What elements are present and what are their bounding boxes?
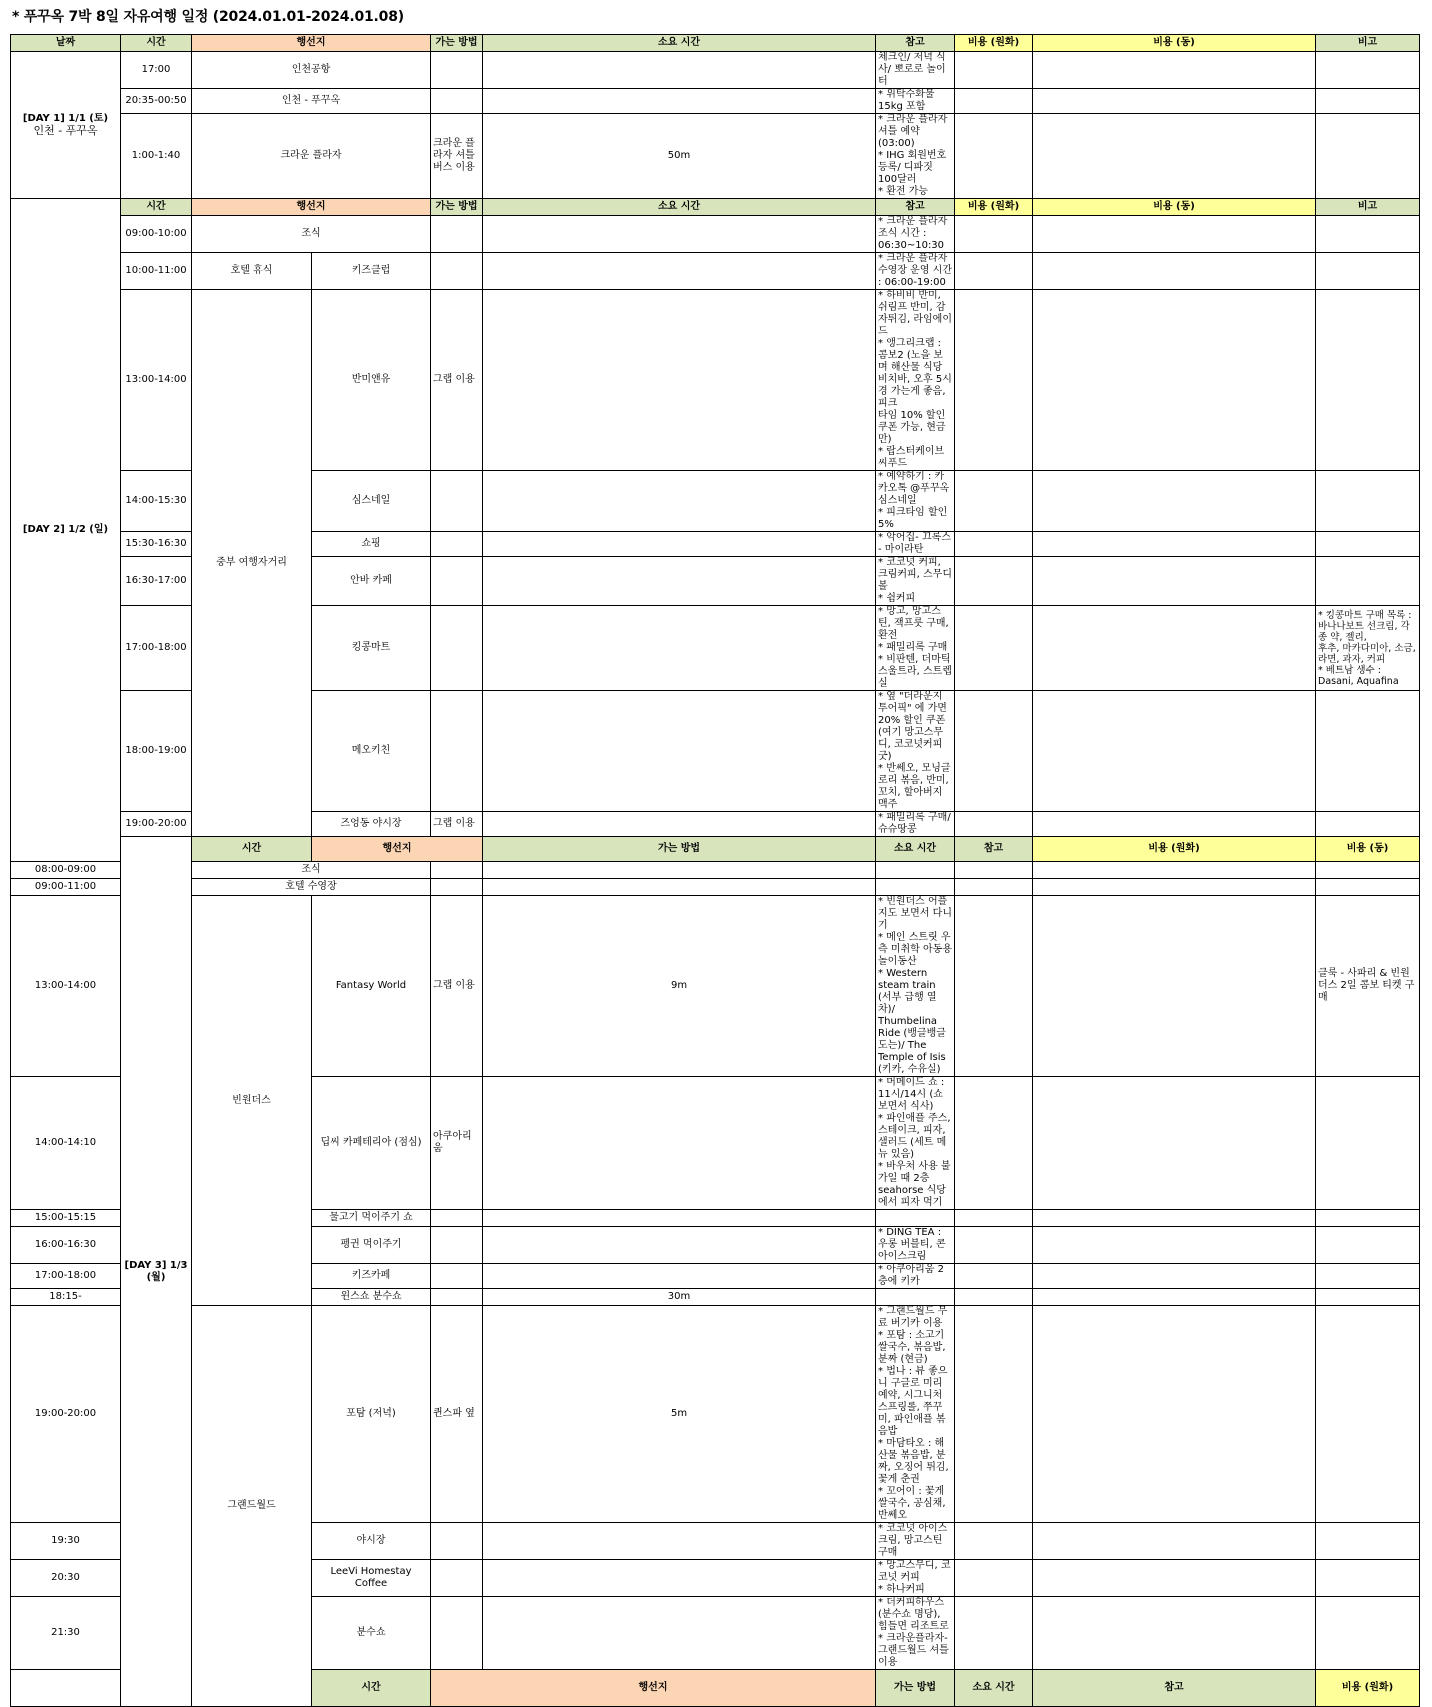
duration-cell: 30m bbox=[483, 1289, 876, 1306]
destination-cell: 인천 - 푸꾸옥 bbox=[192, 89, 431, 114]
reference-cell: * 옆 "더라운지 투어픽" 에 가면 20% 할인 쿠폰 (여기 망고스무디, 코코넛커피 굿) * 반쎄오, 모닝글로리 볶음, 반미, 꼬치, 할아버지 맥주 bbox=[876, 691, 955, 812]
table-header-row bbox=[11, 199, 1420, 216]
table-row bbox=[11, 862, 1420, 879]
cost-dong-cell bbox=[1033, 253, 1316, 290]
note-cell bbox=[1316, 879, 1420, 896]
table-row bbox=[11, 89, 1420, 114]
method-cell: 그랩 이용 bbox=[431, 812, 483, 837]
method-cell: 퀸스파 옆 bbox=[431, 1306, 483, 1523]
method-cell: 그랩 이용 bbox=[431, 896, 483, 1077]
cost-won-cell bbox=[955, 896, 1033, 1077]
method-cell bbox=[431, 1560, 483, 1597]
header-reference: 참고 bbox=[876, 35, 955, 52]
cost-dong-cell bbox=[1033, 290, 1316, 471]
cost-dong-cell bbox=[1033, 1523, 1316, 1560]
reference-cell: * 아쿠아리움 2층에 키카 bbox=[876, 1264, 955, 1289]
reference-cell: * 악어집- 끄록스 - 마이라탄 bbox=[876, 532, 955, 557]
duration-cell bbox=[483, 862, 876, 879]
time-cell: 19:00-20:00 bbox=[11, 1306, 121, 1523]
header-method: 가는 방법 bbox=[483, 837, 876, 862]
table-header-row bbox=[11, 837, 1420, 862]
header-time: 시간 bbox=[121, 199, 192, 216]
duration-cell bbox=[483, 532, 876, 557]
cost-won-cell bbox=[955, 471, 1033, 532]
duration-cell bbox=[483, 1523, 876, 1560]
time-cell: 10:00-11:00 bbox=[121, 253, 192, 290]
cost-won-cell bbox=[955, 89, 1033, 114]
cost-won-cell bbox=[955, 862, 1033, 879]
duration-cell bbox=[483, 691, 876, 812]
duration-cell bbox=[483, 216, 876, 253]
duration-cell bbox=[483, 1264, 876, 1289]
method-cell bbox=[431, 471, 483, 532]
cost-won-cell bbox=[955, 812, 1033, 837]
header-note: 비고 bbox=[1316, 199, 1420, 216]
duration-cell bbox=[483, 606, 876, 691]
duration-cell: 5m bbox=[483, 1306, 876, 1523]
note-cell bbox=[1316, 216, 1420, 253]
table-row bbox=[11, 896, 1420, 1077]
time-cell: 20:30 bbox=[11, 1560, 121, 1597]
reference-cell: * 패밀리록 구매/ 슈슈땅콩 bbox=[876, 812, 955, 837]
day-subtitle: 인천 - 푸꾸옥 bbox=[33, 123, 98, 137]
destination-cell: 메오키친 bbox=[312, 691, 431, 812]
table-row bbox=[11, 1306, 1420, 1523]
group-cell: 호텔 휴식 bbox=[192, 253, 312, 290]
note-cell bbox=[1316, 1560, 1420, 1597]
cost-dong-cell bbox=[1033, 89, 1316, 114]
time-cell: 20:35-00:50 bbox=[121, 89, 192, 114]
cost-dong-cell bbox=[1033, 691, 1316, 812]
time-cell: 09:00-11:00 bbox=[11, 879, 121, 896]
cost-won-cell bbox=[955, 557, 1033, 606]
cost-dong-cell bbox=[1033, 471, 1316, 532]
destination-cell: 포탐 (저녁) bbox=[312, 1306, 431, 1523]
header-method: 가는 방법 bbox=[431, 35, 483, 52]
method-cell bbox=[431, 1289, 483, 1306]
destination-cell: 야시장 bbox=[312, 1523, 431, 1560]
cost-dong-cell bbox=[1033, 557, 1316, 606]
cost-dong-cell bbox=[1033, 114, 1316, 199]
header-cost-dong: 비용 (동) bbox=[1316, 837, 1420, 862]
header-destination: 행선지 bbox=[431, 1670, 876, 1707]
header-duration: 소요 시간 bbox=[483, 35, 876, 52]
cost-won-cell bbox=[955, 216, 1033, 253]
reference-cell bbox=[876, 862, 955, 879]
time-cell: 14:00-14:10 bbox=[11, 1077, 121, 1210]
method-cell bbox=[431, 532, 483, 557]
header-duration: 소요 시간 bbox=[876, 837, 955, 862]
duration-cell: 9m bbox=[483, 896, 876, 1077]
note-cell bbox=[1316, 862, 1420, 879]
method-cell bbox=[431, 879, 483, 896]
cost-won-cell bbox=[955, 1210, 1033, 1227]
note-cell bbox=[1316, 471, 1420, 532]
cost-dong-cell bbox=[1033, 862, 1316, 879]
note-cell bbox=[1316, 557, 1420, 606]
cost-won-cell bbox=[955, 114, 1033, 199]
time-cell: 21:30 bbox=[11, 1597, 121, 1670]
destination-cell: 킹콩마트 bbox=[312, 606, 431, 691]
reference-cell: * 그랜드월드 무료 버기카 이용 * 포탐 : 소고기 쌀국수, 볶음밥, 분짜 (현금) * 법나 : 뷰 좋으니 구글로 미리 예약, 시그니처 스프링롤, 쭈꾸미, 파인애플 볶음밥 * 마담타오 : 해산물 볶음밥, 분짜, 오징어 튀김, 꽃게 춘권 * 꼬어이 : 꽃게 쌀국수, 공심채, 반쎄오 bbox=[876, 1306, 955, 1523]
header-cost-won: 비용 (원화) bbox=[1033, 837, 1316, 862]
table-header-row bbox=[11, 35, 1420, 52]
cost-won-cell bbox=[955, 879, 1033, 896]
note-cell bbox=[1316, 1264, 1420, 1289]
cost-dong-cell bbox=[1033, 1210, 1316, 1227]
destination-cell: 윈스쇼 분수쇼 bbox=[312, 1289, 431, 1306]
note-cell bbox=[1316, 1210, 1420, 1227]
cost-dong-cell bbox=[1033, 1560, 1316, 1597]
destination-cell: LeeVi Homestay Coffee bbox=[312, 1560, 431, 1597]
destination-cell: 펭귄 먹이주기 bbox=[312, 1227, 431, 1264]
table-row bbox=[11, 290, 1420, 471]
note-cell bbox=[1316, 1597, 1420, 1670]
time-cell: 16:30-17:00 bbox=[121, 557, 192, 606]
time-cell: 18:00-19:00 bbox=[121, 691, 192, 812]
method-cell: 크라운 플라자 셔틀 버스 이용 bbox=[431, 114, 483, 199]
cost-won-cell bbox=[955, 1306, 1033, 1523]
cost-won-cell bbox=[955, 52, 1033, 89]
duration-cell bbox=[483, 1597, 876, 1670]
header-time: 시간 bbox=[312, 1670, 431, 1707]
reference-cell: * DING TEA : 우롱 버블티, 콘 아이스크림 bbox=[876, 1227, 955, 1264]
method-cell bbox=[431, 557, 483, 606]
reference-cell: * 예약하기 : 카카오톡 @푸꾸옥 심스네일 * 피크타임 할인 5% bbox=[876, 471, 955, 532]
header-time: 시간 bbox=[121, 35, 192, 52]
time-cell: 17:00-18:00 bbox=[121, 606, 192, 691]
reference-cell: * 코코넛 아이스크림, 망고스틴 구매 bbox=[876, 1523, 955, 1560]
area-cell: 중부 여행자거리 bbox=[192, 290, 312, 837]
destination-cell: 호텔 수영장 bbox=[192, 879, 431, 896]
reference-cell bbox=[876, 1289, 955, 1306]
destination-cell: 즈엉동 야시장 bbox=[312, 812, 431, 837]
day-label bbox=[11, 1670, 121, 1707]
itinerary-table bbox=[10, 34, 1420, 1707]
day-label: [DAY 2] 1/2 (일) bbox=[11, 199, 121, 862]
note-cell: 클룩 - 사파리 & 빈원더스 2일 콤보 티켓 구매 bbox=[1316, 896, 1420, 1077]
time-cell: 09:00-10:00 bbox=[121, 216, 192, 253]
time-cell: 1:00-1:40 bbox=[121, 114, 192, 199]
method-cell bbox=[431, 606, 483, 691]
cost-won-cell bbox=[955, 1227, 1033, 1264]
destination-cell: 반미앤유 bbox=[312, 290, 431, 471]
method-cell bbox=[431, 253, 483, 290]
destination-cell: 크라운 플라자 bbox=[192, 114, 431, 199]
duration-cell bbox=[483, 557, 876, 606]
duration-cell: 50m bbox=[483, 114, 876, 199]
method-cell bbox=[431, 1523, 483, 1560]
duration-cell bbox=[483, 52, 876, 89]
time-cell: 19:00-20:00 bbox=[121, 812, 192, 837]
page-title: * 푸꾸옥 7박 8일 자유여행 일정 (2024.01.01-2024.01.08) bbox=[12, 9, 404, 25]
header-method: 가는 방법 bbox=[431, 199, 483, 216]
cost-dong-cell bbox=[1033, 532, 1316, 557]
time-cell: 18:15- bbox=[11, 1289, 121, 1306]
time-cell: 19:30 bbox=[11, 1523, 121, 1560]
reference-cell: * 크라운 플라자 수영장 운영 시간 : 06:00-19:00 bbox=[876, 253, 955, 290]
destination-cell: 조식 bbox=[192, 862, 431, 879]
cost-dong-cell bbox=[1033, 52, 1316, 89]
reference-cell: * 빈원더스 어플 지도 보면서 다니기 * 메인 스트릿 우측 미취학 아동용 놀이동산 * Western steam train (서부 급행 열차)/ Thumbelina Ride (뱅글뱅글 도는)/ The Temple of Isis (키카, 수유실) bbox=[876, 896, 955, 1077]
note-cell bbox=[1316, 290, 1420, 471]
header-duration: 소요 시간 bbox=[955, 1670, 1033, 1707]
duration-cell bbox=[483, 290, 876, 471]
header-method: 가는 방법 bbox=[876, 1670, 955, 1707]
destination-cell: 분수쇼 bbox=[312, 1597, 431, 1670]
destination-cell: 물고기 먹이주기 쇼 bbox=[312, 1210, 431, 1227]
cost-dong-cell bbox=[1033, 879, 1316, 896]
cost-dong-cell bbox=[1033, 1227, 1316, 1264]
header-destination: 행선지 bbox=[192, 35, 431, 52]
group-cell-vinwonders: 빈원더스 bbox=[192, 896, 312, 1306]
time-cell: 13:00-14:00 bbox=[121, 290, 192, 471]
reference-cell: * 하비비 반미, 쉬림프 반미, 감자튀김, 라임에이드 * 앵그리크랩 : 콤보2 (노을 보며 해산물 식당 비치바, 오후 5시경 가는게 좋음, 피크 타임 10% 할인 쿠폰 가능, 현금만) * 랍스터케이브 씨푸드 bbox=[876, 290, 955, 471]
reference-cell: * 크라운 플라자 셔틀 예약 (03:00) * IHG 회원번호 등록/ 디파짓 100달러 * 환전 가능 bbox=[876, 114, 955, 199]
note-cell bbox=[1316, 52, 1420, 89]
cost-won-cell bbox=[955, 691, 1033, 812]
cost-dong-cell bbox=[1033, 1077, 1316, 1210]
cost-won-cell bbox=[955, 1264, 1033, 1289]
cost-won-cell bbox=[955, 1077, 1033, 1210]
header-reference: 참고 bbox=[955, 837, 1033, 862]
note-cell: * 킹콩마트 구매 목록 : 바나나보트 선크림, 각종 약, 젤리, 후추, 마카다미아, 소금, 라면, 과자, 커피 * 베트남 생수 : Dasani, Aquafina bbox=[1316, 606, 1420, 691]
note-cell bbox=[1316, 1227, 1420, 1264]
cost-won-cell bbox=[955, 290, 1033, 471]
cost-won-cell bbox=[955, 253, 1033, 290]
destination-cell: 조식 bbox=[192, 216, 431, 253]
note-cell bbox=[1316, 532, 1420, 557]
time-cell: 16:00-16:30 bbox=[11, 1227, 121, 1264]
destination-cell: 키즈클럽 bbox=[312, 253, 431, 290]
method-cell bbox=[431, 862, 483, 879]
reference-cell: * 망고스무디, 코코넛 커피 * 하나커피 bbox=[876, 1560, 955, 1597]
note-cell bbox=[1316, 253, 1420, 290]
cost-dong-cell bbox=[1033, 896, 1316, 1077]
cost-won-cell bbox=[955, 606, 1033, 691]
cost-won-cell bbox=[955, 1523, 1033, 1560]
cost-won-cell bbox=[955, 1597, 1033, 1670]
destination-cell: 딥씨 카페테리아 (점심) bbox=[312, 1077, 431, 1210]
group-cell-grandworld: 그랜드월드 bbox=[192, 1306, 312, 1707]
reference-cell: * 크라운 플라자 조식 시간 : 06:30~10:30 bbox=[876, 216, 955, 253]
method-cell bbox=[431, 1264, 483, 1289]
header-note: 비고 bbox=[1316, 35, 1420, 52]
header-cost-won: 비용 (원화) bbox=[1316, 1670, 1420, 1707]
reference-cell: 체크인/ 저녁 식사/ 뽀로로 놀이터 bbox=[876, 52, 955, 89]
time-cell: 15:00-15:15 bbox=[11, 1210, 121, 1227]
cost-dong-cell bbox=[1033, 1306, 1316, 1523]
header-destination: 행선지 bbox=[192, 199, 431, 216]
duration-cell bbox=[483, 812, 876, 837]
header-cost-won: 비용 (원화) bbox=[955, 199, 1033, 216]
method-cell bbox=[431, 89, 483, 114]
cost-dong-cell bbox=[1033, 812, 1316, 837]
time-cell: 08:00-09:00 bbox=[11, 862, 121, 879]
note-cell bbox=[1316, 89, 1420, 114]
header-destination: 행선지 bbox=[312, 837, 483, 862]
cost-won-cell bbox=[955, 532, 1033, 557]
duration-cell bbox=[483, 253, 876, 290]
duration-cell bbox=[483, 1227, 876, 1264]
header-cost-dong: 비용 (동) bbox=[1033, 35, 1316, 52]
time-cell: 13:00-14:00 bbox=[11, 896, 121, 1077]
table-row bbox=[11, 52, 1420, 89]
duration-cell bbox=[483, 89, 876, 114]
note-cell bbox=[1316, 691, 1420, 812]
note-cell bbox=[1316, 812, 1420, 837]
time-cell: 14:00-15:30 bbox=[121, 471, 192, 532]
reference-cell: * 머메이드 쇼 : 11시/14시 (쇼 보면서 식사) * 파인애플 주스, 스테이크, 피자, 샐러드 (세트 메뉴 있음) * 바우처 사용 불가일 때 2층 seahorse 식당에서 피자 먹기 bbox=[876, 1077, 955, 1210]
destination-cell: Fantasy World bbox=[312, 896, 431, 1077]
header-duration: 소요 시간 bbox=[483, 199, 876, 216]
reference-cell: * 망고, 망고스틴, 잭프룻 구매, 환전 * 패밀리록 구매 * 비판텐, 더마틱스울트라, 스트렙실 bbox=[876, 606, 955, 691]
time-cell: 15:30-16:30 bbox=[121, 532, 192, 557]
day-label: [DAY 3] 1/3 (월) bbox=[121, 837, 192, 1707]
header-reference: 참고 bbox=[1033, 1670, 1316, 1707]
cost-won-cell bbox=[955, 1560, 1033, 1597]
reference-cell: * 코코넛 커피, 크림커피, 스무디볼 * 쉼커피 bbox=[876, 557, 955, 606]
method-cell: 그랩 이용 bbox=[431, 290, 483, 471]
header-reference: 참고 bbox=[876, 199, 955, 216]
cost-dong-cell bbox=[1033, 1264, 1316, 1289]
method-cell bbox=[431, 216, 483, 253]
note-cell bbox=[1316, 1306, 1420, 1523]
cost-dong-cell bbox=[1033, 216, 1316, 253]
note-cell bbox=[1316, 114, 1420, 199]
note-cell bbox=[1316, 1077, 1420, 1210]
duration-cell bbox=[483, 879, 876, 896]
note-cell bbox=[1316, 1523, 1420, 1560]
method-cell bbox=[431, 52, 483, 89]
cost-dong-cell bbox=[1033, 1597, 1316, 1670]
method-cell bbox=[431, 691, 483, 812]
destination-cell: 안바 카페 bbox=[312, 557, 431, 606]
cost-dong-cell bbox=[1033, 606, 1316, 691]
duration-cell bbox=[483, 1560, 876, 1597]
method-cell bbox=[431, 1210, 483, 1227]
reference-cell bbox=[876, 879, 955, 896]
reference-cell bbox=[876, 1210, 955, 1227]
table-row bbox=[11, 879, 1420, 896]
duration-cell bbox=[483, 471, 876, 532]
reference-cell: * 더커피하우스 (분수쇼 명당), 힘들면 리조트로 * 크라운플라자-그랜드월드 셔틀 이용 bbox=[876, 1597, 955, 1670]
time-cell: 17:00 bbox=[121, 52, 192, 89]
table-row bbox=[11, 216, 1420, 253]
table-row bbox=[11, 253, 1420, 290]
method-cell bbox=[431, 1597, 483, 1670]
day-label bbox=[11, 52, 121, 199]
destination-cell: 심스네일 bbox=[312, 471, 431, 532]
day-title: [DAY 1] 1/1 (토) bbox=[22, 112, 109, 124]
table-row bbox=[11, 114, 1420, 199]
method-cell bbox=[431, 1227, 483, 1264]
header-time: 시간 bbox=[192, 837, 312, 862]
cost-dong-cell bbox=[1033, 1289, 1316, 1306]
note-cell bbox=[1316, 1289, 1420, 1306]
time-cell: 17:00-18:00 bbox=[11, 1264, 121, 1289]
reference-cell: * 위탁수화물 15kg 포함 bbox=[876, 89, 955, 114]
duration-cell bbox=[483, 1077, 876, 1210]
destination-cell: 쇼핑 bbox=[312, 532, 431, 557]
destination-cell: 인천공항 bbox=[192, 52, 431, 89]
destination-cell: 키즈카페 bbox=[312, 1264, 431, 1289]
cost-won-cell bbox=[955, 1289, 1033, 1306]
header-date: 날짜 bbox=[11, 35, 121, 52]
method-cell: 아쿠아리움 bbox=[431, 1077, 483, 1210]
header-cost-dong: 비용 (동) bbox=[1033, 199, 1316, 216]
header-cost-won: 비용 (원화) bbox=[955, 35, 1033, 52]
duration-cell bbox=[483, 1210, 876, 1227]
